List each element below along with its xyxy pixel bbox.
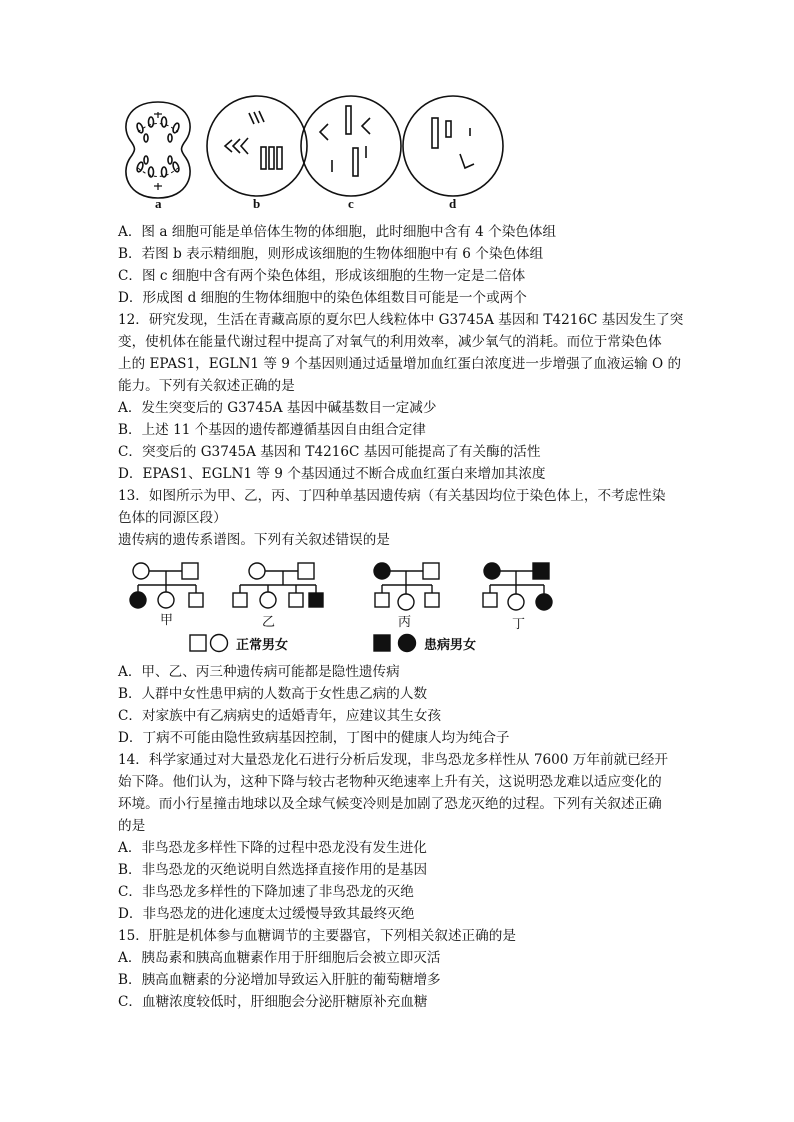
q12-option-d: D．EPAS1、EGLN1 等 9 个基因通过不断合成血红蛋白来增加其浓度	[118, 466, 546, 482]
q11-option-b: B．若图 b 表示精细胞，则形成该细胞的生物体细胞中有 6 个染色体组	[118, 246, 544, 262]
q14-stem-2: 始下降。他们认为，这种下降与较古老物种灭绝速率上升有关，这说明恐龙难以适应变化的	[118, 774, 662, 790]
cell-a	[126, 102, 190, 198]
pedigree-figures	[0, 555, 794, 675]
cell-d-label: d	[449, 196, 457, 211]
q12-option-b: B．上述 11 个基因的遗传都遵循基因自由组合定律	[118, 422, 426, 438]
q12-stem-4: 能力。下列有关叙述正确的是	[118, 378, 295, 394]
q12-stem-2: 变，使机体在能量代谢过程中提高了对氧气的利用效率，减少氧气的消耗。而位于常染色体	[118, 334, 662, 350]
q13-option-d: D．丁病不可能由隐性致病基因控制，丁图中的健康人均为纯合子	[118, 730, 510, 746]
q14-option-a: A．非鸟恐龙多样性下降的过程中恐龙没有发生进化	[118, 840, 427, 856]
q13-emphasis: 错误	[335, 532, 363, 548]
q14-option-c: C．非鸟恐龙多样性的下降加速了非鸟恐龙的灭绝	[118, 884, 414, 900]
pedigree-label-ding: 丁	[512, 617, 526, 632]
q14-stem-3: 环境。而小行星撞击地球以及全球气候变冷则是加剧了恐龙灭绝的过程。下列有关叙述正确	[118, 796, 662, 812]
pedigree-ding	[483, 563, 552, 610]
q12-option-a: A．发生突变后的 G3745A 基因中碱基数目一定减少	[118, 400, 437, 416]
pedigree-label-yi: 乙	[262, 615, 276, 630]
cell-b-label: b	[253, 196, 261, 211]
cell-a-label: a	[155, 196, 162, 211]
cell-c	[301, 96, 401, 196]
q15-option-c: C．血糖浓度较低时，肝细胞会分泌肝糖原补充血糖	[118, 994, 428, 1010]
q11-option-d: D．形成图 d 细胞的生物体细胞中的染色体组数目可能是一个或两个	[118, 290, 527, 306]
q15-option-a: A．胰岛素和胰高血糖素作用于肝细胞后会被立即灭活	[118, 950, 441, 966]
pedigree-yi	[233, 563, 323, 608]
q15-stem-1: 15．肝脏是机体参与血糖调节的主要器官，下列相关叙述正确的是	[118, 928, 516, 944]
q14-option-b: B．非鸟恐龙的灭绝说明自然选择直接作用的是基因	[118, 862, 428, 878]
pedigree-bing	[374, 563, 439, 610]
q13-stem-3	[118, 530, 390, 550]
pedigree-jia	[130, 563, 203, 608]
q12-stem-3: 上的 EPAS1，EGLN1 等 9 个基因则通过适量增加血红蛋白浓度进一步增强了血液运输 O 的	[118, 356, 682, 372]
q12-option-c: C．突变后的 G3745A 基因和 T4216C 基因可能提高了有关酶的活性	[118, 444, 541, 460]
pedigree-label-bing: 丙	[398, 615, 412, 630]
q14-option-d: D．非鸟恐龙的进化速度太过缓慢导致其最终灭绝	[118, 906, 415, 922]
q15-option-b: B．胰高血糖素的分泌增加导致运入肝脏的葡萄糖增多	[118, 972, 441, 988]
legend-normal: 正常男女	[236, 638, 289, 653]
q14-stem-4: 的是	[118, 818, 146, 834]
q13-stem-1: 13．如图所示为甲、乙，丙、丁四种单基因遗传病（有关基因均位于染色体上，不考虑性染	[118, 488, 666, 504]
cell-figures	[0, 0, 794, 220]
pedigree-label-jia: 甲	[160, 613, 174, 628]
q11-option-c: C．图 c 细胞中含有两个染色体组，形成该细胞的生物一定是二倍体	[118, 268, 526, 284]
legend-affected: 患病男女	[424, 638, 477, 653]
legend-symbols	[190, 635, 416, 652]
q14-stem-1: 14．科学家通过对大量恐龙化石进行分析后发现，非鸟恐龙多样性从 7600 万年前就已经开	[118, 752, 668, 768]
q13-stem-2: 色体的同源区段）	[118, 510, 227, 526]
q13-stem-3a: 遗传病的遗传系谱图。下列有关叙述	[118, 532, 336, 548]
cell-d	[403, 96, 503, 196]
q13-option-c: C．对家族中有乙病病史的适婚青年，应建议其生女孩	[118, 708, 442, 724]
q13-option-a: A．甲、乙、丙三种遗传病可能都是隐性遗传病	[118, 664, 400, 680]
q13-stem-3b: 的是	[362, 532, 390, 548]
cell-b	[207, 96, 307, 196]
cell-c-label: c	[348, 196, 354, 211]
q11-option-a: A．图 a 细胞可能是单倍体生物的体细胞，此时细胞中含有 4 个染色体组	[118, 224, 557, 240]
q12-stem-1: 12．研究发现，生活在青藏高原的夏尔巴人线粒体中 G3745A 基因和 T4216C 基因发生了突	[118, 312, 684, 328]
q13-option-b: B．人群中女性患甲病的人数高于女性患乙病的人数	[118, 686, 428, 702]
